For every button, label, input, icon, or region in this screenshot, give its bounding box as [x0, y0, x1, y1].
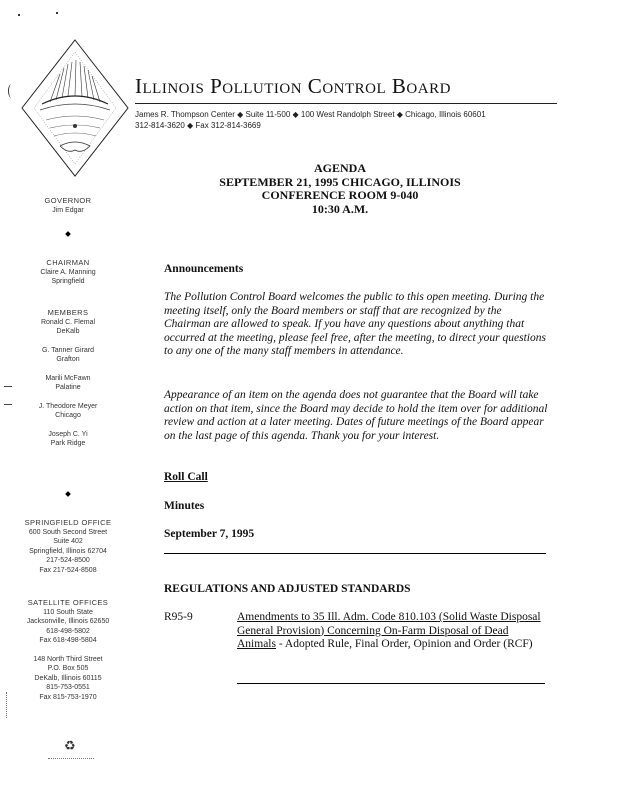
- member-city: Palatine: [55, 384, 81, 391]
- member-city: Chicago: [55, 412, 81, 419]
- springfield-line: 217-524-8500: [46, 557, 90, 564]
- springfield-line: 600 South Second Street: [28, 528, 108, 536]
- sidebar-governor: [18, 196, 118, 215]
- item-number: R95-9: [164, 611, 193, 623]
- springfield-line: Springfield, Illinois 62704: [29, 547, 107, 555]
- satellite-line: Jacksonville, Illinois 62650: [26, 618, 110, 625]
- satellite-line: P.O. Box 505: [47, 665, 89, 672]
- margin-mark: [8, 84, 15, 98]
- recycled-paper-note: [48, 758, 94, 760]
- scan-mark: [56, 12, 58, 14]
- scan-mark: [4, 404, 12, 405]
- minutes-date: September 7, 1995: [164, 528, 255, 540]
- board-seal-logo: [20, 38, 130, 178]
- divider-diamond: [65, 231, 71, 237]
- member-name: Joseph C. Yi: [48, 430, 88, 438]
- announcements-paragraph-2: Appearance of an item on the agenda does not guarantee that the Board will take action on that item, since the Board may decide to hold the item over for additional review and action at a later meeting. Dates of future meetings of the Board appear on the last page of this agenda. Thank you for your interest.: [164, 389, 548, 442]
- agenda-date-location: SEPTEMBER 21, 1995 CHICAGO, ILLINOIS: [219, 174, 461, 189]
- member-name: Ronald C. Flemal: [40, 318, 96, 326]
- satellite-line: 815-753-0551: [46, 684, 90, 691]
- satellite-line: 148 North Third Street: [33, 655, 103, 663]
- chairman-city: Springfield: [51, 278, 85, 285]
- agenda-time: 10:30 A.M.: [311, 201, 369, 216]
- item-divider: [237, 683, 545, 684]
- announcements-paragraph-1: The Pollution Control Board welcomes the public to this open meeting. During the meeting itself, only the Board members or staff that are recognized by the Chairman are allowed to speak. If you have any questions about anything that occurred at the meeting, please feel free, after the meeting, to direct your questions to any one of the many staff members in attendance.: [164, 291, 546, 357]
- minutes-heading: Minutes: [164, 500, 205, 512]
- chairman-heading: CHAIRMAN: [46, 258, 90, 267]
- sidebar-chairman: [18, 258, 118, 287]
- member-name: Marili McFawn: [45, 374, 91, 382]
- governor-name: Jim Edgar: [52, 206, 84, 214]
- satellite-line: 618-498-5802: [46, 627, 90, 635]
- letterhead-phone: 312-814-3620 ◆ Fax 312-814-3669: [135, 121, 261, 130]
- item-action: - Adopted Rule, Final Order, Opinion and Order (RCF): [275, 638, 533, 650]
- scan-mark: [18, 14, 20, 16]
- letterhead-address: James R. Thompson Center ◆ Suite 11-500 ◆ 100 West Randolph Street ◆ Chicago, Illinois 60601: [135, 110, 486, 119]
- scan-mark: [6, 692, 17, 718]
- satellite-heading: SATELLITE OFFICES: [27, 598, 109, 607]
- sidebar-satellite-offices: [18, 598, 118, 702]
- letterhead-title: Illinois Pollution Control Board: [135, 74, 451, 98]
- members-heading: MEMBERS: [47, 308, 89, 317]
- member-city: Park Ridge: [50, 440, 86, 447]
- agenda-header: [150, 162, 530, 216]
- recycle-icon: ♻: [64, 738, 76, 753]
- sidebar-members: [18, 308, 118, 449]
- springfield-line: Fax 217-524-8508: [39, 566, 97, 574]
- member-city: DeKalb: [56, 328, 80, 335]
- member-name: G. Tanner Girard: [41, 346, 94, 354]
- satellite-line: Fax 815-753-1970: [39, 693, 97, 701]
- springfield-line: Suite 402: [53, 538, 83, 545]
- item-title: Amendments to 35 Ill. Adm. Code 810.103 (Solid Waste Disposal General Provision) Concerning On-Farm Disposal of Dead Animals: [237, 611, 541, 650]
- governor-heading: GOVERNOR: [44, 196, 92, 205]
- section-divider: [164, 553, 546, 554]
- satellite-line: Fax 618-498-5804: [39, 637, 97, 644]
- chairman-name: Claire A. Manning: [40, 268, 96, 276]
- regulations-heading: REGULATIONS AND ADJUSTED STANDARDS: [164, 583, 411, 595]
- member-name: J. Theodore Meyer: [38, 402, 98, 410]
- regulation-item: [237, 611, 547, 652]
- divider-diamond: [65, 491, 71, 497]
- announcements-heading: Announcements: [164, 263, 244, 275]
- satellite-line: DeKalb, Illinois 60115: [34, 674, 102, 682]
- scan-mark: [4, 386, 12, 387]
- satellite-line: 110 South State: [43, 608, 93, 616]
- roll-call-heading: Roll Call: [164, 471, 208, 483]
- agenda-room: CONFERENCE ROOM 9-040: [261, 188, 419, 202]
- letterhead-rule: [135, 103, 557, 104]
- springfield-heading: SPRINGFIELD OFFICE: [24, 518, 112, 527]
- member-city: Grafton: [56, 356, 80, 363]
- agenda-title: AGENDA: [313, 161, 366, 175]
- sidebar-springfield-office: [18, 518, 118, 575]
